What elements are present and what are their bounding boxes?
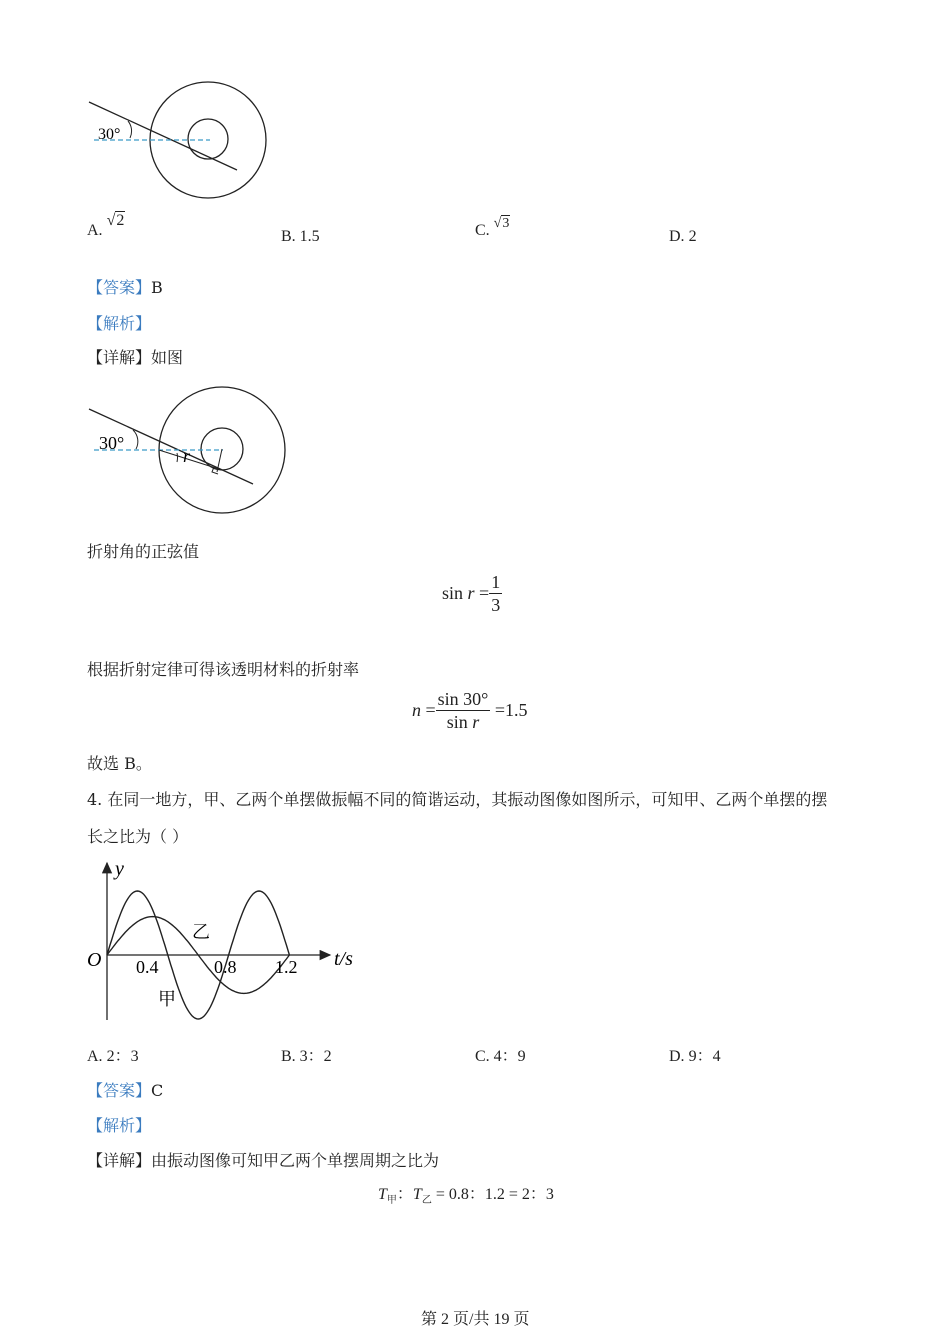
tick-label: 0.8 xyxy=(214,957,237,977)
eq-lhs: sin xyxy=(442,583,468,603)
y-axis-label: y xyxy=(115,858,124,880)
option-a[interactable] xyxy=(87,212,125,240)
numerator: 1 xyxy=(491,572,501,592)
option-letter: A. xyxy=(87,222,103,239)
option-b[interactable] xyxy=(281,228,320,246)
angle-arc xyxy=(133,430,138,449)
detail-text: 如图 xyxy=(151,348,184,367)
detail-text: 由振动图像可知甲乙两个单摆周期之比为 xyxy=(151,1151,440,1170)
eq-var: r xyxy=(467,583,475,603)
eq-sign: = xyxy=(474,583,490,603)
eq-var: n xyxy=(412,700,421,720)
angle-arc xyxy=(128,121,132,138)
answer-tag: 【答案】 xyxy=(87,1081,152,1100)
sine-text: 折射角的正弦值 xyxy=(87,542,200,561)
equation-sin-r xyxy=(442,571,502,616)
option-letter: D. xyxy=(669,228,685,245)
radius-line xyxy=(159,450,222,470)
option-value: 1.5 xyxy=(299,228,320,245)
fraction xyxy=(436,688,491,733)
denominator: sin r xyxy=(446,712,480,732)
law-text: 根据折射定律可得该透明材料的折射率 xyxy=(87,660,360,679)
eq-result: =1.5 xyxy=(490,700,528,720)
equation-n xyxy=(412,688,528,733)
origin-label: O xyxy=(87,949,102,971)
option-c[interactable] xyxy=(475,216,510,240)
q4-stem-line2: 长之比为（ ） xyxy=(87,827,189,846)
series-label-jia: 甲 xyxy=(158,989,176,1009)
detail-tag: 【详解】 xyxy=(87,348,152,367)
tick-label: 0.4 xyxy=(136,957,159,977)
period-ratio-equation: $T_甲$：$T_乙 = 0.8$：1.2 = 2：3 xyxy=(378,1186,554,1207)
x-axis-label: t/s xyxy=(334,948,353,970)
refraction-arc xyxy=(177,453,178,462)
page-footer: 第 2 页/共 19 页 xyxy=(421,1311,530,1328)
option-c[interactable]: C. 4：9 xyxy=(475,1048,526,1065)
r-label: r xyxy=(183,446,191,466)
answer-value: C xyxy=(151,1081,164,1100)
figure-circles-2 xyxy=(80,383,300,523)
analysis-tag: 【解析】 xyxy=(87,314,152,333)
detail-line xyxy=(87,345,183,368)
sqrt-expression: √3 xyxy=(493,216,510,231)
option-letter: C. xyxy=(475,222,490,239)
option-d[interactable]: D. 9：4 xyxy=(669,1048,721,1065)
option-letter: B. xyxy=(281,228,296,245)
answer-tag: 【答案】 xyxy=(87,278,152,297)
option-b[interactable]: B. 3：2 xyxy=(281,1048,332,1065)
detail-line xyxy=(87,1148,439,1171)
answer-line xyxy=(87,1078,163,1101)
answer-line xyxy=(87,275,163,298)
option-value: 2 xyxy=(688,228,697,245)
conclusion: 故选 B。 xyxy=(87,754,152,773)
option-a[interactable]: A. 2：3 xyxy=(87,1048,139,1065)
tick-label: 1.2 xyxy=(275,957,298,977)
fraction xyxy=(489,571,502,616)
answer-value: B xyxy=(151,278,163,297)
detail-tag: 【详解】 xyxy=(87,1151,152,1170)
vibration-chart xyxy=(80,855,370,1025)
inner-circle xyxy=(188,119,228,159)
q4-stem-line1: 4. 在同一地方，甲、乙两个单摆做振幅不同的简谐运动，其振动图像如图所示，可知甲、乙两个单摆的摆 xyxy=(87,790,828,809)
option-d[interactable] xyxy=(669,228,697,246)
figure-circles-1 xyxy=(80,75,280,210)
eq-sign: = xyxy=(421,700,436,720)
denominator: 3 xyxy=(491,595,501,615)
numerator: sin 30° xyxy=(437,689,489,709)
sqrt-expression: √2 xyxy=(106,212,125,229)
series-label-yi: 乙 xyxy=(192,922,210,942)
angle-label: 30° xyxy=(98,126,121,143)
analysis-tag: 【解析】 xyxy=(87,1116,152,1135)
angle-label: 30° xyxy=(99,433,125,453)
